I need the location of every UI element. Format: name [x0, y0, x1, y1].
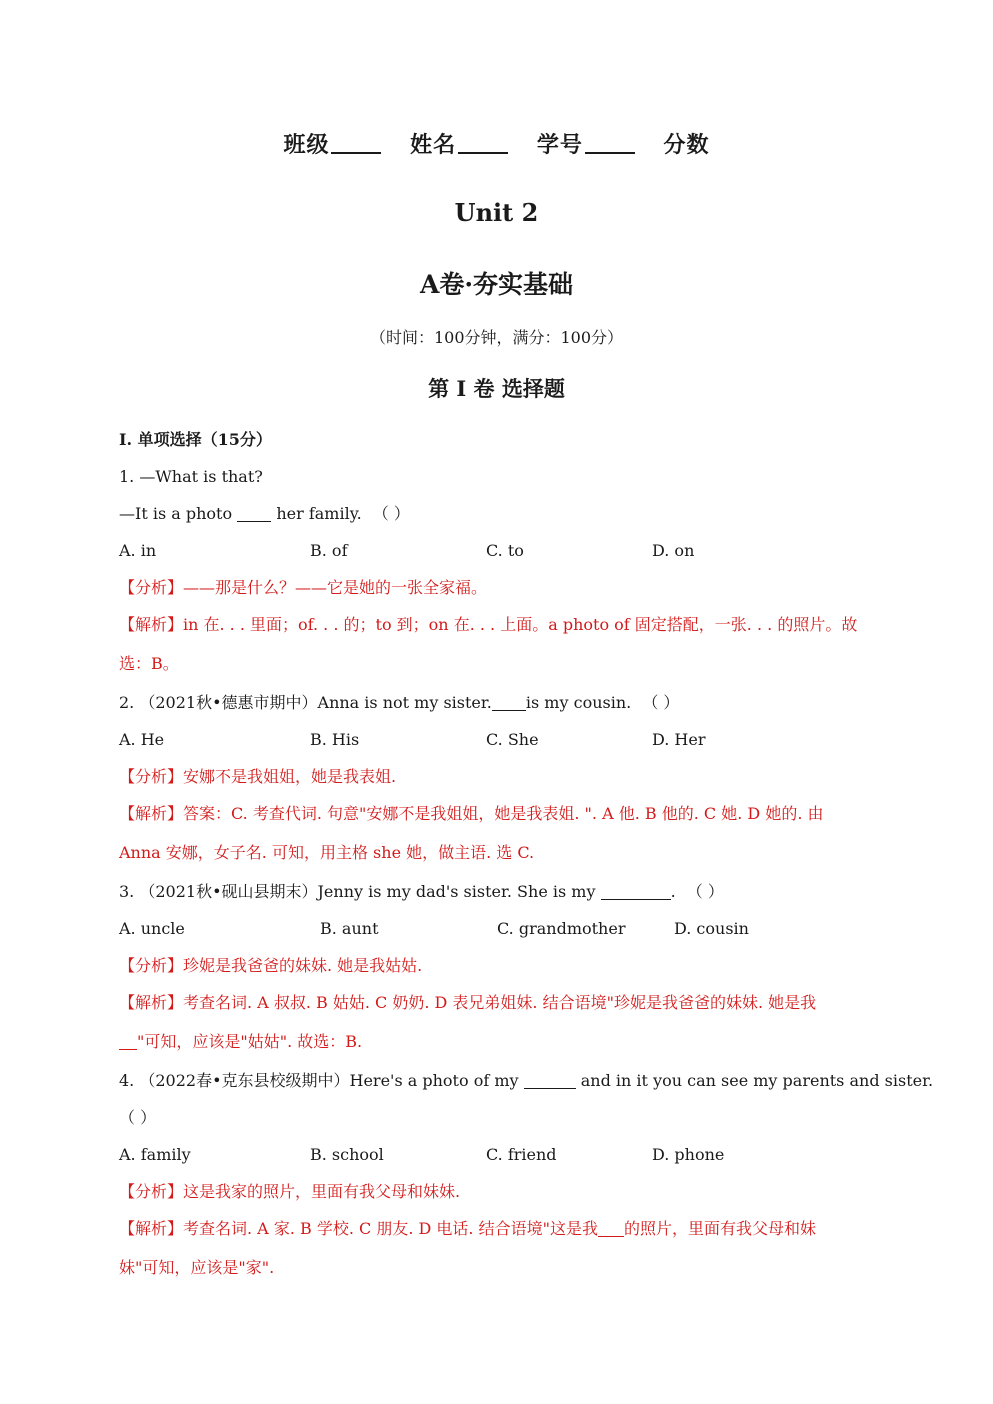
- q4-options: [119, 1143, 879, 1180]
- q3-explain-line2: [119, 1030, 879, 1069]
- unit-title: Unit 2: [454, 198, 539, 227]
- q1-option-d: D. on: [652, 541, 695, 560]
- q4-explain-text-a: 【解析】考查名词. A 家. B 学校. C 朋友. D 电话. 结合语境"这是我: [119, 1219, 598, 1238]
- part-title: 第 I 卷 选择题: [428, 376, 565, 401]
- q4-text-a: 4. （2022春•克东县校级期中）Here's a photo of my: [119, 1071, 519, 1090]
- q2-explain-line2: Anna 安娜，女子名. 可知，用主格 she 她，做主语. 选 C.: [119, 843, 535, 862]
- q1-explain-line1: 【解析】in 在. . . 里面；of. . . 的；to 到；on 在. . . 上面。a photo of 固定搭配，一张. . . 的照片。故: [119, 615, 858, 634]
- class-blank: [331, 134, 381, 154]
- q1-text-a: —It is a photo: [119, 504, 233, 523]
- q2-text-a: 2. （2021秋•德惠市期中）Anna is not my sister.: [119, 693, 492, 712]
- q3-answer-paren: （ ）: [686, 882, 724, 901]
- q3-options: [119, 917, 879, 954]
- q4-option-c: C. friend: [486, 1145, 557, 1164]
- q4-option-a: A. family: [119, 1145, 191, 1164]
- student-info-header: [0, 128, 993, 159]
- name-label: 姓名: [410, 132, 457, 158]
- q2-analysis: 【分析】安娜不是我姐姐，她是我表姐.: [119, 767, 397, 786]
- q2-stem: [119, 691, 879, 728]
- section-heading: I. 单项选择（15分）: [119, 430, 272, 449]
- q3-blank: [601, 883, 671, 900]
- q1-option-c: C. to: [486, 541, 524, 560]
- q1-explain-line2: 选：B。: [119, 654, 179, 673]
- score-label: 分数: [663, 132, 710, 158]
- q3-explain-line1: 【解析】考查名词. A 叔叔. B 姑姑. C 奶奶. D 表兄弟姐妹. 结合语境"珍妮是我爸爸的妹妹. 她是我: [119, 993, 817, 1012]
- q1-answer-paren: （ ）: [372, 504, 410, 523]
- questions-content: [119, 428, 934, 1295]
- q4-explain-text-b: 的照片，里面有我父母和妹: [623, 1219, 816, 1238]
- id-label: 学号: [536, 132, 583, 158]
- q3-option-a: A. uncle: [119, 919, 185, 938]
- q2-answer-paren: （ ）: [642, 693, 680, 712]
- q3-analysis: 【分析】珍妮是我爸爸的妹妹. 她是我姑姑.: [119, 956, 423, 975]
- name-blank: [458, 134, 508, 154]
- q2-options: [119, 728, 879, 765]
- q1-line1: 1. —What is that?: [119, 467, 263, 486]
- q4-explain-line2: 妹"可知，应该是"家".: [119, 1258, 275, 1277]
- q4-option-d: D. phone: [652, 1145, 725, 1164]
- q2-option-d: D. Her: [652, 730, 706, 749]
- class-label: 班级: [283, 132, 330, 158]
- q3-stem: [119, 880, 879, 917]
- q1-line2: [119, 502, 879, 539]
- q4-answer-paren: （ ）: [119, 1108, 157, 1127]
- q2-option-c: C. She: [486, 730, 539, 749]
- q2-explain-line1: 【解析】答案：C. 考查代词. 句意"安娜不是我姐姐，她是我表姐. ". A 他. B 他的. C 她. D 她的. 由: [119, 804, 824, 823]
- q3-option-d: D. cousin: [674, 919, 749, 938]
- time-info: （时间：100分钟，满分：100分）: [369, 328, 624, 347]
- q1-option-b: B. of: [310, 541, 348, 560]
- q3-option-b: B. aunt: [320, 919, 379, 938]
- q1-blank: [237, 505, 271, 522]
- q2-blank: [492, 694, 526, 711]
- q2-text-b: is my cousin.: [525, 693, 632, 712]
- q1-text-b: her family.: [276, 504, 362, 523]
- q3-explain-text: "可知，应该是"姑姑". 故选：B.: [137, 1032, 363, 1051]
- q3-text-a: 3. （2021秋•砚山县期末）Jenny is my dad's sister. She is my: [119, 882, 596, 901]
- q4-explain-blank: [598, 1220, 624, 1237]
- q4-text-b: and in it you can see my parents and sister.: [580, 1071, 934, 1090]
- q4-stem: [119, 1069, 934, 1106]
- q1-option-a: A. in: [119, 541, 157, 560]
- q2-option-a: A. He: [119, 730, 165, 749]
- id-blank: [585, 134, 635, 154]
- q4-blank: [524, 1072, 576, 1089]
- q3-explain-blank: [119, 1033, 137, 1050]
- q4-analysis: 【分析】这是我家的照片，里面有我父母和妹妹.: [119, 1182, 461, 1201]
- q2-option-b: B. His: [310, 730, 360, 749]
- q4-explain-line1: [119, 1217, 879, 1256]
- q3-text-b: .: [670, 882, 676, 901]
- q1-options: [119, 539, 879, 576]
- q3-option-c: C. grandmother: [497, 919, 626, 938]
- paper-title: A卷·夯实基础: [419, 270, 574, 299]
- q4-option-b: B. school: [310, 1145, 384, 1164]
- q1-analysis: 【分析】——那是什么？——它是她的一张全家福。: [119, 578, 488, 597]
